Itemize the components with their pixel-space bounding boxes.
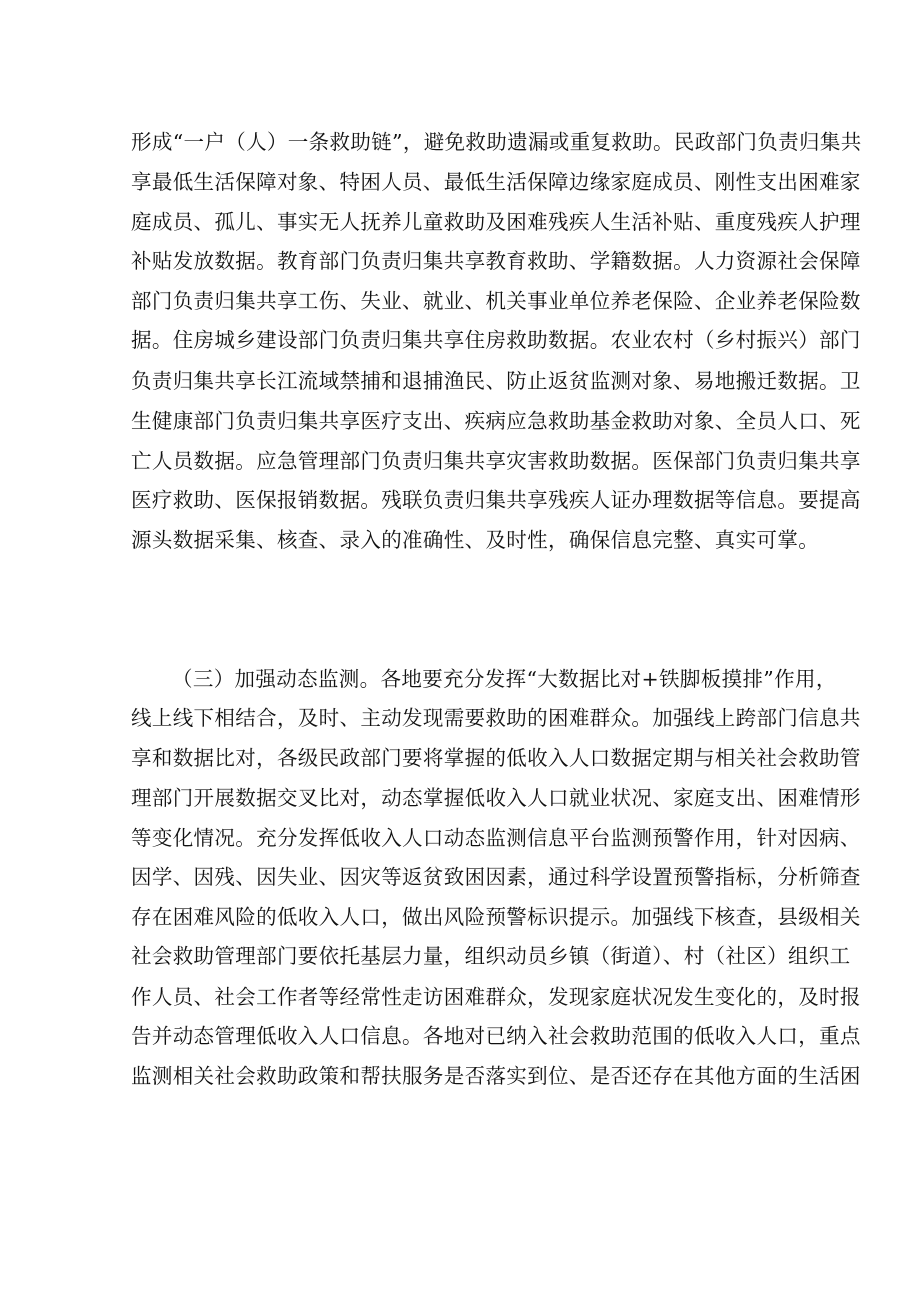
text-line: 据。住房城乡建设部门负责归集共享住房救助数据。农业农村（乡村振兴）部门 (131, 328, 861, 352)
text-line: 线上线下相结合，及时、主动发现需要救助的困难群众。加强线上跨部门信息共 (131, 706, 861, 730)
text-line: 监测相关社会救助政策和帮扶服务是否落实到位、是否还存在其他方面的生活困 (131, 1064, 861, 1088)
text-line: 理部门开展数据交叉比对，动态掌握低收入人口就业状况、家庭支出、困难情形 (131, 786, 861, 810)
text-line: 因学、因残、因失业、因灾等返贫致困因素，通过科学设置预警指标，分析筛查 (131, 865, 861, 889)
text-line: 补贴发放数据。教育部门负责归集共享教育救助、学籍数据。人力资源社会保障 (131, 249, 861, 273)
text-line: 社会救助管理部门要依托基层力量，组织动员乡镇（街道）、村（社区）组织工 (131, 944, 851, 968)
text-line: 生健康部门负责归集共享医疗支出、疾病应急救助基金救助对象、全员人口、死 (131, 409, 861, 433)
text-line: 医疗救助、医保报销数据。残联负责归集共享残疾人证办理数据等信息。要提高 (131, 488, 861, 512)
section-heading-line: （三）加强动态监测。各地要充分发挥“大数据比对+铁脚板摸排”作用， (172, 667, 837, 691)
text-line: 作人员、社会工作者等经常性走访困难群众，发现家庭状况发生变化的，及时报 (131, 985, 861, 1009)
text-line: 亡人员数据。应急管理部门负责归集共享灾害救助数据。医保部门负责归集共享 (131, 449, 861, 473)
text-line: 负责归集共享长江流域禁捕和退捕渔民、防止返贫监测对象、易地搬迁数据。卫 (131, 369, 861, 393)
text-line: 等变化情况。充分发挥低收入人口动态监测信息平台监测预警作用，针对因病、 (131, 826, 861, 850)
text-line: 庭成员、孤儿、事实无人抚养儿童救助及困难残疾人生活补贴、重度残疾人护理 (131, 210, 861, 234)
text-line: 部门负责归集共享工伤、失业、就业、机关事业单位养老保险、企业养老保险数 (131, 289, 861, 313)
text-line: 告并动态管理低收入人口信息。各地对已纳入社会救助范围的低收入人口，重点 (131, 1024, 861, 1048)
text-line: 享最低生活保障对象、特困人员、最低生活保障边缘家庭成员、刚性支出困难家 (131, 170, 861, 194)
text-line: 形成“一户（人）一条救助链”，避免救助遗漏或重复救助。民政部门负责归集共 (131, 130, 862, 154)
text-line: 存在困难风险的低收入人口，做出风险预警标识提示。加强线下核查，县级相关 (131, 905, 861, 929)
text-line: 源头数据采集、核查、录入的准确性、及时性，确保信息完整、真实可掌。 (131, 528, 820, 552)
text-line: 享和数据比对，各级民政部门要将掌握的低收入人口数据定期与相关社会救助管 (131, 746, 861, 770)
